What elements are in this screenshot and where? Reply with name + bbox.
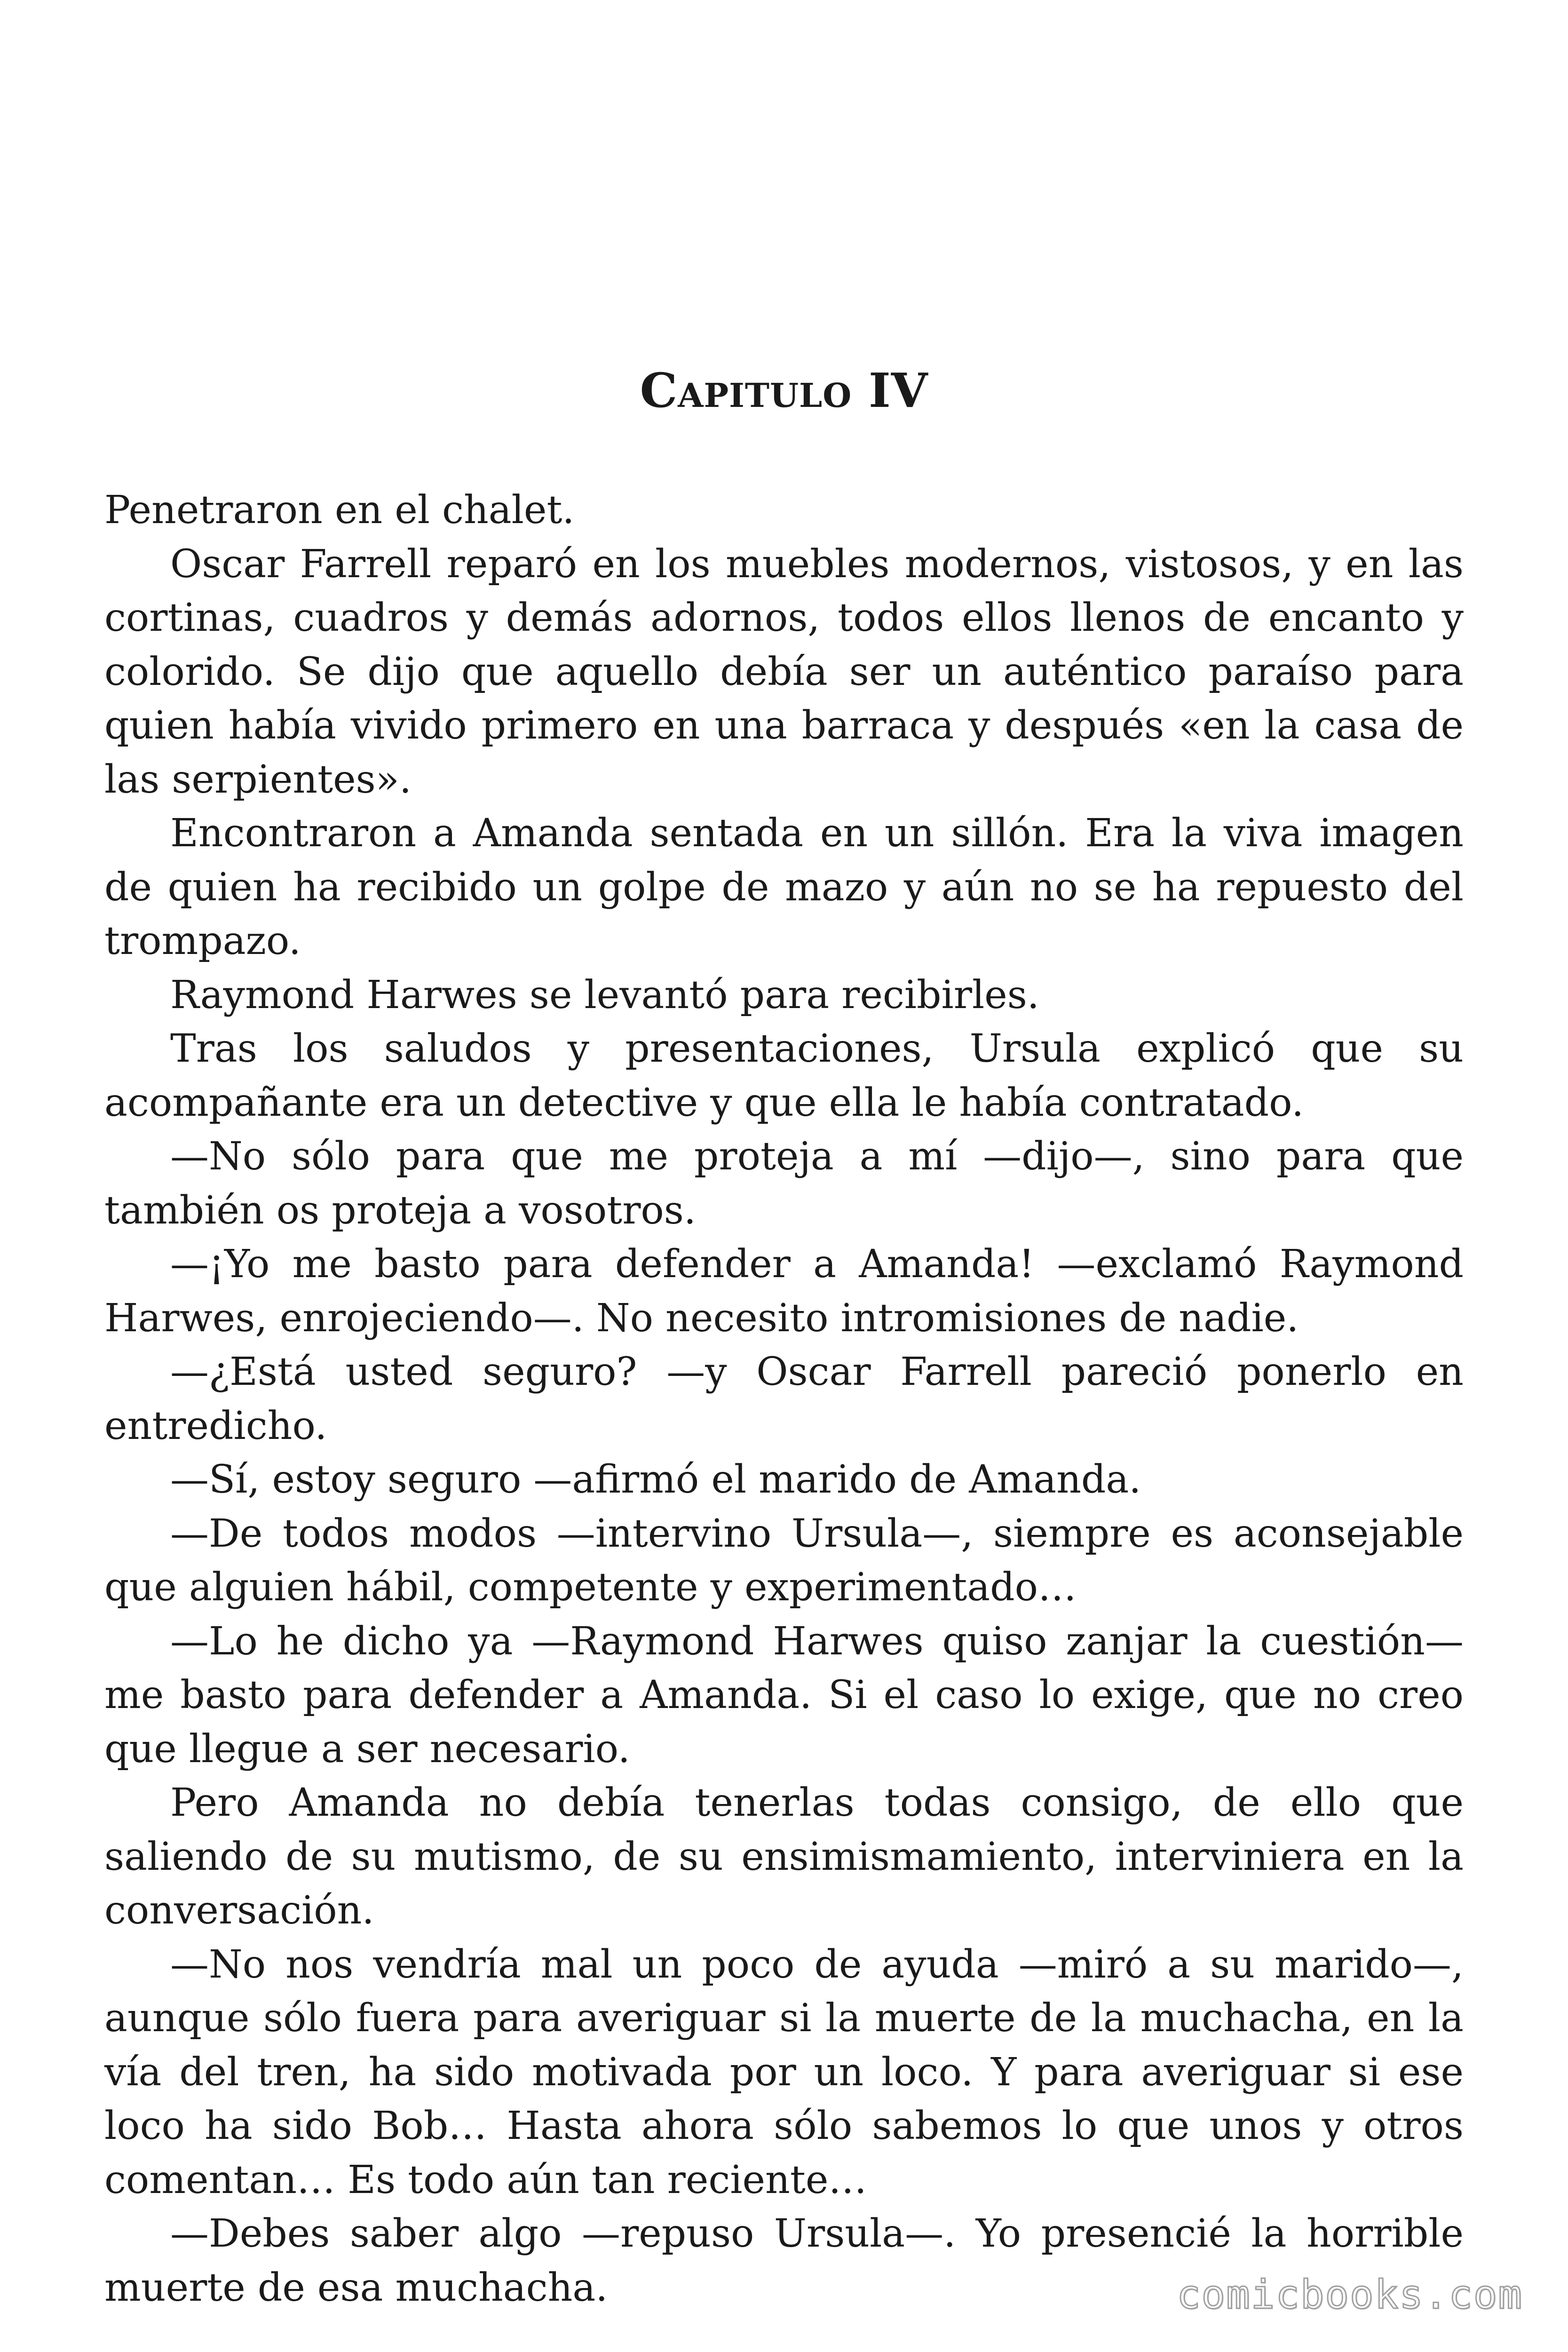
- paragraph: —Sí, estoy seguro —afirmó el marido de Amanda.: [170, 1457, 1141, 1502]
- paragraph: —Lo he dicho ya —Raymond Harwes quiso zanjar la cuestión— me basto para defender a Amanda. Si el caso lo exige, que no creo que llegue a ser necesario.: [104, 1619, 1464, 1772]
- paragraph: —Debes saber algo —repuso Ursula—. Yo presencié la horrible muerte de esa muchacha.: [104, 2211, 1464, 2310]
- paragraph: Pero Amanda no debía tenerlas todas consigo, de ello que saliendo de su mutismo, de su ensimismamiento, interviniera en la conversación.: [104, 1780, 1464, 1933]
- paragraph: Tras los saludos y presentaciones, Ursula explicó que su acompañante era un detective y que ella le había contratado.: [104, 1026, 1464, 1125]
- paragraph: Encontraron a Amanda sentada en un sillón. Era la viva imagen de quien ha recibido un golpe de mazo y aún no se ha repuesto del trompazo.: [104, 811, 1464, 963]
- paragraph: Oscar Farrell reparó en los muebles modernos, vistosos, y en las cortinas, cuadros y demás adornos, todos ellos llenos de encanto y colorido. Se dijo que aquello debía ser un auténtico paraíso para quien había vivido primero en una barraca y después «en la casa de las serpientes».: [104, 541, 1464, 802]
- paragraph: Penetraron en el chalet.: [104, 488, 575, 532]
- paragraph: —¡Yo me basto para defender a Amanda! —exclamó Raymond Harwes, enrojeciendo—. No necesito intromisiones de nadie.: [104, 1242, 1464, 1341]
- paragraph: —No nos vendría mal un poco de ayuda —miró a su marido—, aunque sólo fuera para averiguar si la muerte de la muchacha, en la vía del tren, ha sido motivada por un loco. Y para averiguar si ese loco ha sido Bob… Hasta ahora sólo sabemos lo que unos y otros comentan… Es todo aún tan reciente…: [104, 1942, 1464, 2202]
- paragraph: Raymond Harwes se levantó para recibirles.: [170, 972, 1039, 1017]
- paragraph: —De todos modos —intervino Ursula—, siempre es aconsejable que alguien hábil, competente y experimentado…: [104, 1511, 1464, 1610]
- watermark: comicbooks.com: [1176, 2272, 1523, 2318]
- paragraph: —No sólo para que me proteja a mí —dijo—, sino para que también os proteja a vosotros.: [104, 1134, 1464, 1233]
- chapter-body: [104, 484, 1464, 2315]
- chapter-title: Capitulo IV: [640, 363, 928, 418]
- paragraph: —¿Está usted seguro? —y Oscar Farrell pareció ponerlo en entredicho.: [104, 1350, 1464, 1448]
